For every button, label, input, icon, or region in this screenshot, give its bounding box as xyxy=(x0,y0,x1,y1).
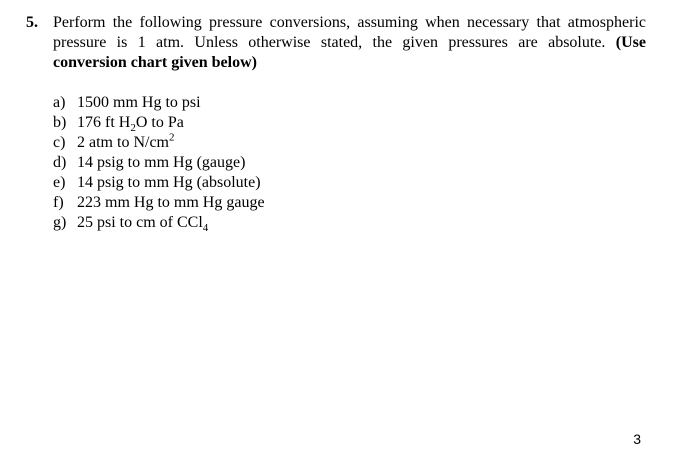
problem-statement xyxy=(53,13,646,73)
list-item xyxy=(53,113,646,133)
part-text-c xyxy=(77,133,174,153)
part-text-d xyxy=(77,153,245,173)
part-letter-b: b) xyxy=(53,114,67,131)
part-text-b-tail: O to Pa xyxy=(135,114,184,131)
part-text-c-main: 2 atm to N/cm xyxy=(77,134,169,151)
list-item xyxy=(53,153,646,173)
part-letter-g: g) xyxy=(53,214,67,231)
part-text-b-main: 176 ft H xyxy=(77,114,131,131)
part-text-a xyxy=(77,93,201,113)
part-letter-e: e) xyxy=(53,174,66,191)
part-text-e-main: 14 psig to mm Hg (absolute) xyxy=(77,174,261,191)
list-item xyxy=(53,193,646,213)
page-number: 3 xyxy=(633,431,641,447)
part-text-g xyxy=(77,213,208,233)
part-letter-c: c) xyxy=(53,134,66,151)
part-text-g-subscript: 4 xyxy=(202,222,209,235)
part-text-a-main: 1500 mm Hg to psi xyxy=(77,94,201,111)
part-text-b xyxy=(77,113,184,133)
part-letter-d: d) xyxy=(53,154,67,171)
part-text-e xyxy=(77,173,261,193)
list-item xyxy=(53,93,646,113)
problem-block xyxy=(26,13,646,233)
part-text-c-superscript: 2 xyxy=(168,131,175,144)
problem-number: 5. xyxy=(26,14,38,31)
part-text-f xyxy=(77,193,265,213)
part-text-f-main: 223 mm Hg to mm Hg gauge xyxy=(77,194,265,211)
list-item xyxy=(53,213,646,233)
part-letter-a: a) xyxy=(53,94,66,111)
part-letter-f: f) xyxy=(53,194,64,211)
part-text-g-main: 25 psi to cm of CCl xyxy=(77,214,203,231)
conversion-list xyxy=(53,93,646,233)
problem-instruction: (Use conversion chart given below) xyxy=(53,34,646,71)
part-text-d-main: 14 psig to mm Hg (gauge) xyxy=(77,154,246,171)
problem-header xyxy=(26,13,646,73)
problem-statement-text: Perform the following pressure conversions, assuming when necessary that atmospheric pressure is 1 atm. Unless otherwise stated, the given pressures are absolute. xyxy=(53,14,646,51)
part-text-b-subscript: 2 xyxy=(130,122,136,135)
list-item xyxy=(53,173,646,193)
list-item xyxy=(53,133,646,153)
